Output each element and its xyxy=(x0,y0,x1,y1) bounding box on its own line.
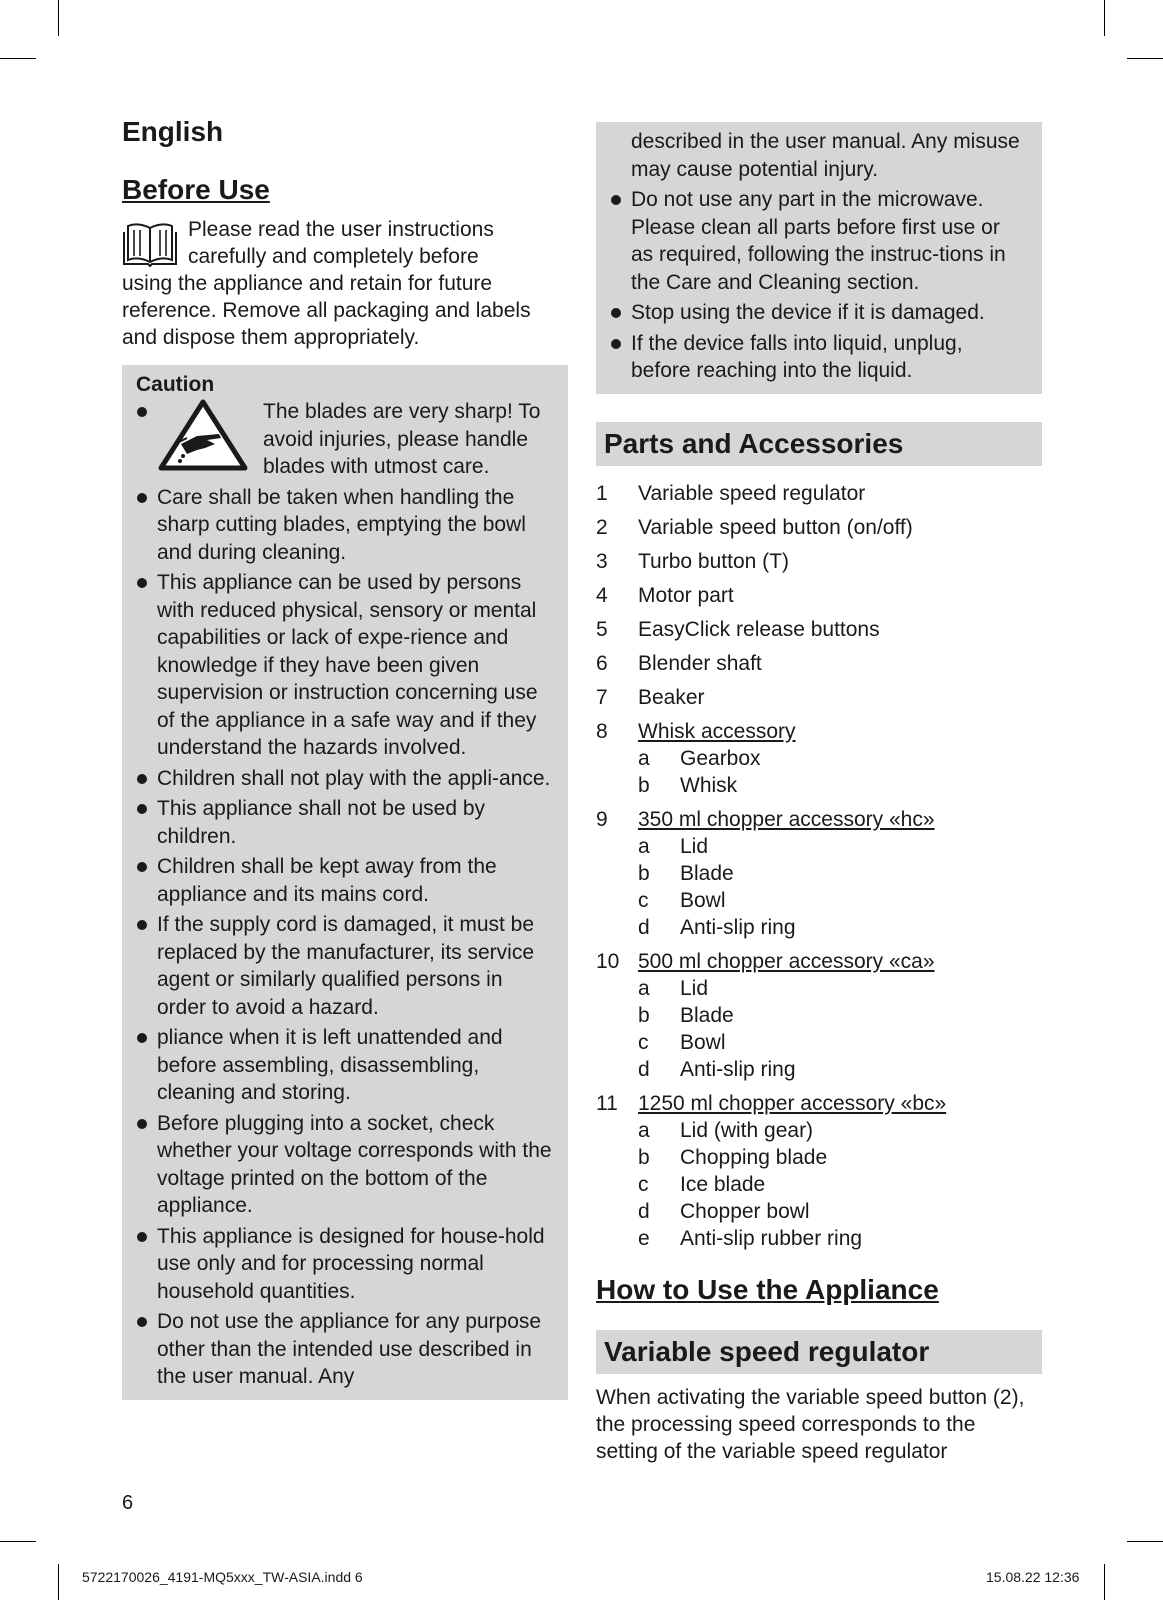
intro-text-a: Please read the user instructions carefully and completely before xyxy=(188,218,494,268)
bullet xyxy=(137,862,147,872)
sub-part xyxy=(596,1029,1042,1056)
how-to-use-heading: How to Use the Appliance xyxy=(596,1273,939,1305)
list-item xyxy=(136,1308,554,1391)
list-item xyxy=(610,299,1024,327)
part-label: Variable speed button (on/off) xyxy=(638,515,913,539)
page-number: 6 xyxy=(122,1492,134,1514)
sub-label: Ice blade xyxy=(680,1172,766,1196)
part-group xyxy=(596,948,1042,1083)
part-number: 3 xyxy=(596,549,608,573)
list-item-text: Stop using the device if it is damaged. xyxy=(631,301,985,324)
sub-label: Chopper bowl xyxy=(680,1199,810,1223)
caution-item-text: The blades are very sharp! To avoid injuries, please handle blades with utmost care. xyxy=(263,400,541,478)
sub-label: Chopping blade xyxy=(680,1145,828,1169)
sub-part xyxy=(596,1225,1042,1252)
bullet xyxy=(137,578,147,588)
part-item xyxy=(596,684,1042,711)
sub-letter: b xyxy=(638,773,650,797)
part-label: Turbo button (T) xyxy=(638,549,789,573)
list-item xyxy=(136,795,554,850)
sub-letter: a xyxy=(638,976,650,1000)
sub-part xyxy=(596,745,1042,772)
sub-label: Blade xyxy=(680,1003,734,1027)
list-item-text: pliance when it is left unattended and before assembling, disassembling, cleaning and storing. xyxy=(157,1026,503,1104)
footer-file-info: 5722170026_4191-MQ5xxx_TW-ASIA.indd 6 xyxy=(82,1569,363,1585)
list-item-text: This appliance shall not be used by children. xyxy=(157,797,486,848)
sub-letter: c xyxy=(638,1172,649,1196)
sub-part xyxy=(596,1117,1042,1144)
part-number: 1 xyxy=(596,481,608,505)
sub-part xyxy=(596,1171,1042,1198)
sub-label: Lid xyxy=(680,834,709,858)
sub-label: Anti-slip rubber ring xyxy=(680,1226,863,1250)
list-item xyxy=(136,853,554,908)
variable-speed-heading: Variable speed regulator xyxy=(604,1335,930,1367)
sub-letter: b xyxy=(638,1145,650,1169)
part-item xyxy=(596,582,1042,609)
part-number: 7 xyxy=(596,685,608,709)
list-item-text: If the device falls into liquid, unplug, before reaching into the liquid. xyxy=(631,331,963,382)
list-item xyxy=(136,1110,554,1220)
part-item xyxy=(596,616,1042,643)
part-group-label: 350 ml chopper accessory «hc» xyxy=(638,807,935,831)
sub-label: Bowl xyxy=(680,1030,726,1054)
bullet xyxy=(611,339,621,349)
intro-text-b: using the appliance and retain for future reference. Remove all packaging and labels and dispose them appropriately. xyxy=(122,272,531,349)
sub-label: Bowl xyxy=(680,888,726,912)
list-item-text: This appliance is designed for house-hold use only and for processing normal household quantities. xyxy=(157,1224,545,1303)
bullet xyxy=(137,1033,147,1043)
list-item-text: Children shall be kept away from the appliance and its mains cord. xyxy=(157,855,497,906)
parts-list xyxy=(596,480,1042,1252)
sub-letter: a xyxy=(638,834,650,858)
sub-letter: d xyxy=(638,915,650,939)
sub-letter: d xyxy=(638,1057,650,1081)
bullet xyxy=(137,920,147,930)
list-item xyxy=(136,569,554,762)
list-item xyxy=(136,1223,554,1306)
sub-letter: c xyxy=(638,888,649,912)
sub-label: Blade xyxy=(680,861,734,885)
part-label: Variable speed regulator xyxy=(638,481,866,505)
bullet xyxy=(137,1232,147,1242)
part-group xyxy=(596,718,1042,799)
book-icon xyxy=(122,222,178,268)
sub-part xyxy=(596,1144,1042,1171)
bullet xyxy=(137,804,147,814)
sub-part xyxy=(596,914,1042,941)
part-group-label: Whisk accessory xyxy=(638,719,796,743)
bullet xyxy=(137,1119,147,1129)
sub-letter: a xyxy=(638,1118,650,1142)
sub-letter: d xyxy=(638,1199,650,1223)
sub-label: Whisk xyxy=(680,773,738,797)
sub-label: Lid xyxy=(680,976,709,1000)
before-use-intro xyxy=(122,216,568,351)
list-item-text: If the supply cord is damaged, it must be replaced by the manufacturer, its service agent or similarly qualified persons in order to avoid a hazard. xyxy=(157,913,535,1019)
sub-part xyxy=(596,1056,1042,1083)
sub-part xyxy=(596,887,1042,914)
part-item xyxy=(596,514,1042,541)
list-item xyxy=(136,911,554,1021)
sub-letter: c xyxy=(638,1030,649,1054)
caution-continuation: described in the user manual. Any misuse may cause potential injury. xyxy=(631,130,1020,181)
part-group-label: 1250 ml chopper accessory «bc» xyxy=(638,1091,947,1115)
list-item-text: Do not use the appliance for any purpose other than the intended use described in the user manual. Any xyxy=(157,1310,542,1388)
parts-heading-bar xyxy=(596,422,1042,466)
footer-timestamp: 15.08.22 12:36 xyxy=(986,1569,1080,1585)
parts-heading: Parts and Accessories xyxy=(604,427,904,459)
sub-label: Anti-slip ring xyxy=(680,1057,796,1081)
bullet xyxy=(611,308,621,318)
part-number: 10 xyxy=(596,949,620,973)
right-column xyxy=(596,122,1042,1465)
sub-label: Anti-slip ring xyxy=(680,915,796,939)
bullet xyxy=(137,774,147,784)
part-item xyxy=(596,480,1042,507)
sub-part xyxy=(596,860,1042,887)
list-item-text: Before plugging into a socket, check whether your voltage corresponds with the voltage printed on the bottom of the appliance. xyxy=(157,1111,552,1217)
caution-box xyxy=(122,365,568,1400)
list-item-text: Care shall be taken when handling the sharp cutting blades, emptying the bowl and during cleaning. xyxy=(157,485,526,564)
part-label: Beaker xyxy=(638,685,705,709)
part-number: 6 xyxy=(596,651,608,675)
before-use-heading: Before Use xyxy=(122,174,270,205)
part-label: Motor part xyxy=(638,583,734,607)
part-number: 4 xyxy=(596,583,608,607)
part-group xyxy=(596,806,1042,941)
sub-part xyxy=(596,1002,1042,1029)
part-label: Blender shaft xyxy=(638,651,762,675)
bullet xyxy=(137,493,147,503)
list-item xyxy=(136,765,554,793)
part-number: 11 xyxy=(596,1091,618,1115)
variable-speed-heading-bar xyxy=(596,1330,1042,1374)
sub-part xyxy=(596,975,1042,1002)
sub-label: Lid (with gear) xyxy=(680,1118,814,1142)
sub-part xyxy=(596,833,1042,860)
caution-continued-box xyxy=(596,122,1042,394)
part-number: 9 xyxy=(596,807,608,831)
bullet xyxy=(137,407,147,417)
language-heading: English xyxy=(122,116,224,147)
part-number: 2 xyxy=(596,515,608,539)
list-item-text: This appliance can be used by persons with reduced physical, sensory or mental capabilities or lack of expe-rience and knowledge if they have been given supervision or instruction concerning use of the appliance in a safe way and if they understand the hazards involved. xyxy=(157,571,538,759)
caution-list xyxy=(136,484,554,1391)
sub-label: Gearbox xyxy=(680,746,761,770)
sub-part xyxy=(596,1198,1042,1225)
part-label: EasyClick release buttons xyxy=(638,617,880,641)
sub-letter: b xyxy=(638,1003,650,1027)
caution-title: Caution xyxy=(136,373,215,396)
part-group-label: 500 ml chopper accessory «ca» xyxy=(638,949,935,973)
sub-letter: a xyxy=(638,746,650,770)
part-item xyxy=(596,650,1042,677)
list-item-text: Children shall not play with the appli-ance. xyxy=(157,766,551,790)
list-item xyxy=(136,1024,554,1107)
hand-cut-warning-icon xyxy=(157,398,249,474)
sub-part xyxy=(596,772,1042,799)
left-column xyxy=(122,112,568,1400)
part-group xyxy=(596,1090,1042,1252)
sub-letter: e xyxy=(638,1226,650,1250)
part-item xyxy=(596,548,1042,575)
part-number: 8 xyxy=(596,719,608,743)
variable-speed-text: When activating the variable speed button (2), the processing speed corresponds to the setting of the variable speed regulator xyxy=(596,1385,1025,1463)
list-item xyxy=(136,484,554,567)
part-number: 5 xyxy=(596,617,608,641)
list-item-text: Do not use any part in the microwave. Please clean all parts before first use or as required, following the instruc-tions in the Care and Cleaning section. xyxy=(631,188,1006,294)
sub-letter: b xyxy=(638,861,650,885)
list-item xyxy=(610,330,1024,385)
bullet xyxy=(611,195,621,205)
list-item xyxy=(610,186,1024,296)
caution-continued-list xyxy=(610,186,1024,385)
bullet xyxy=(137,1317,147,1327)
caution-item-blades xyxy=(136,398,554,481)
